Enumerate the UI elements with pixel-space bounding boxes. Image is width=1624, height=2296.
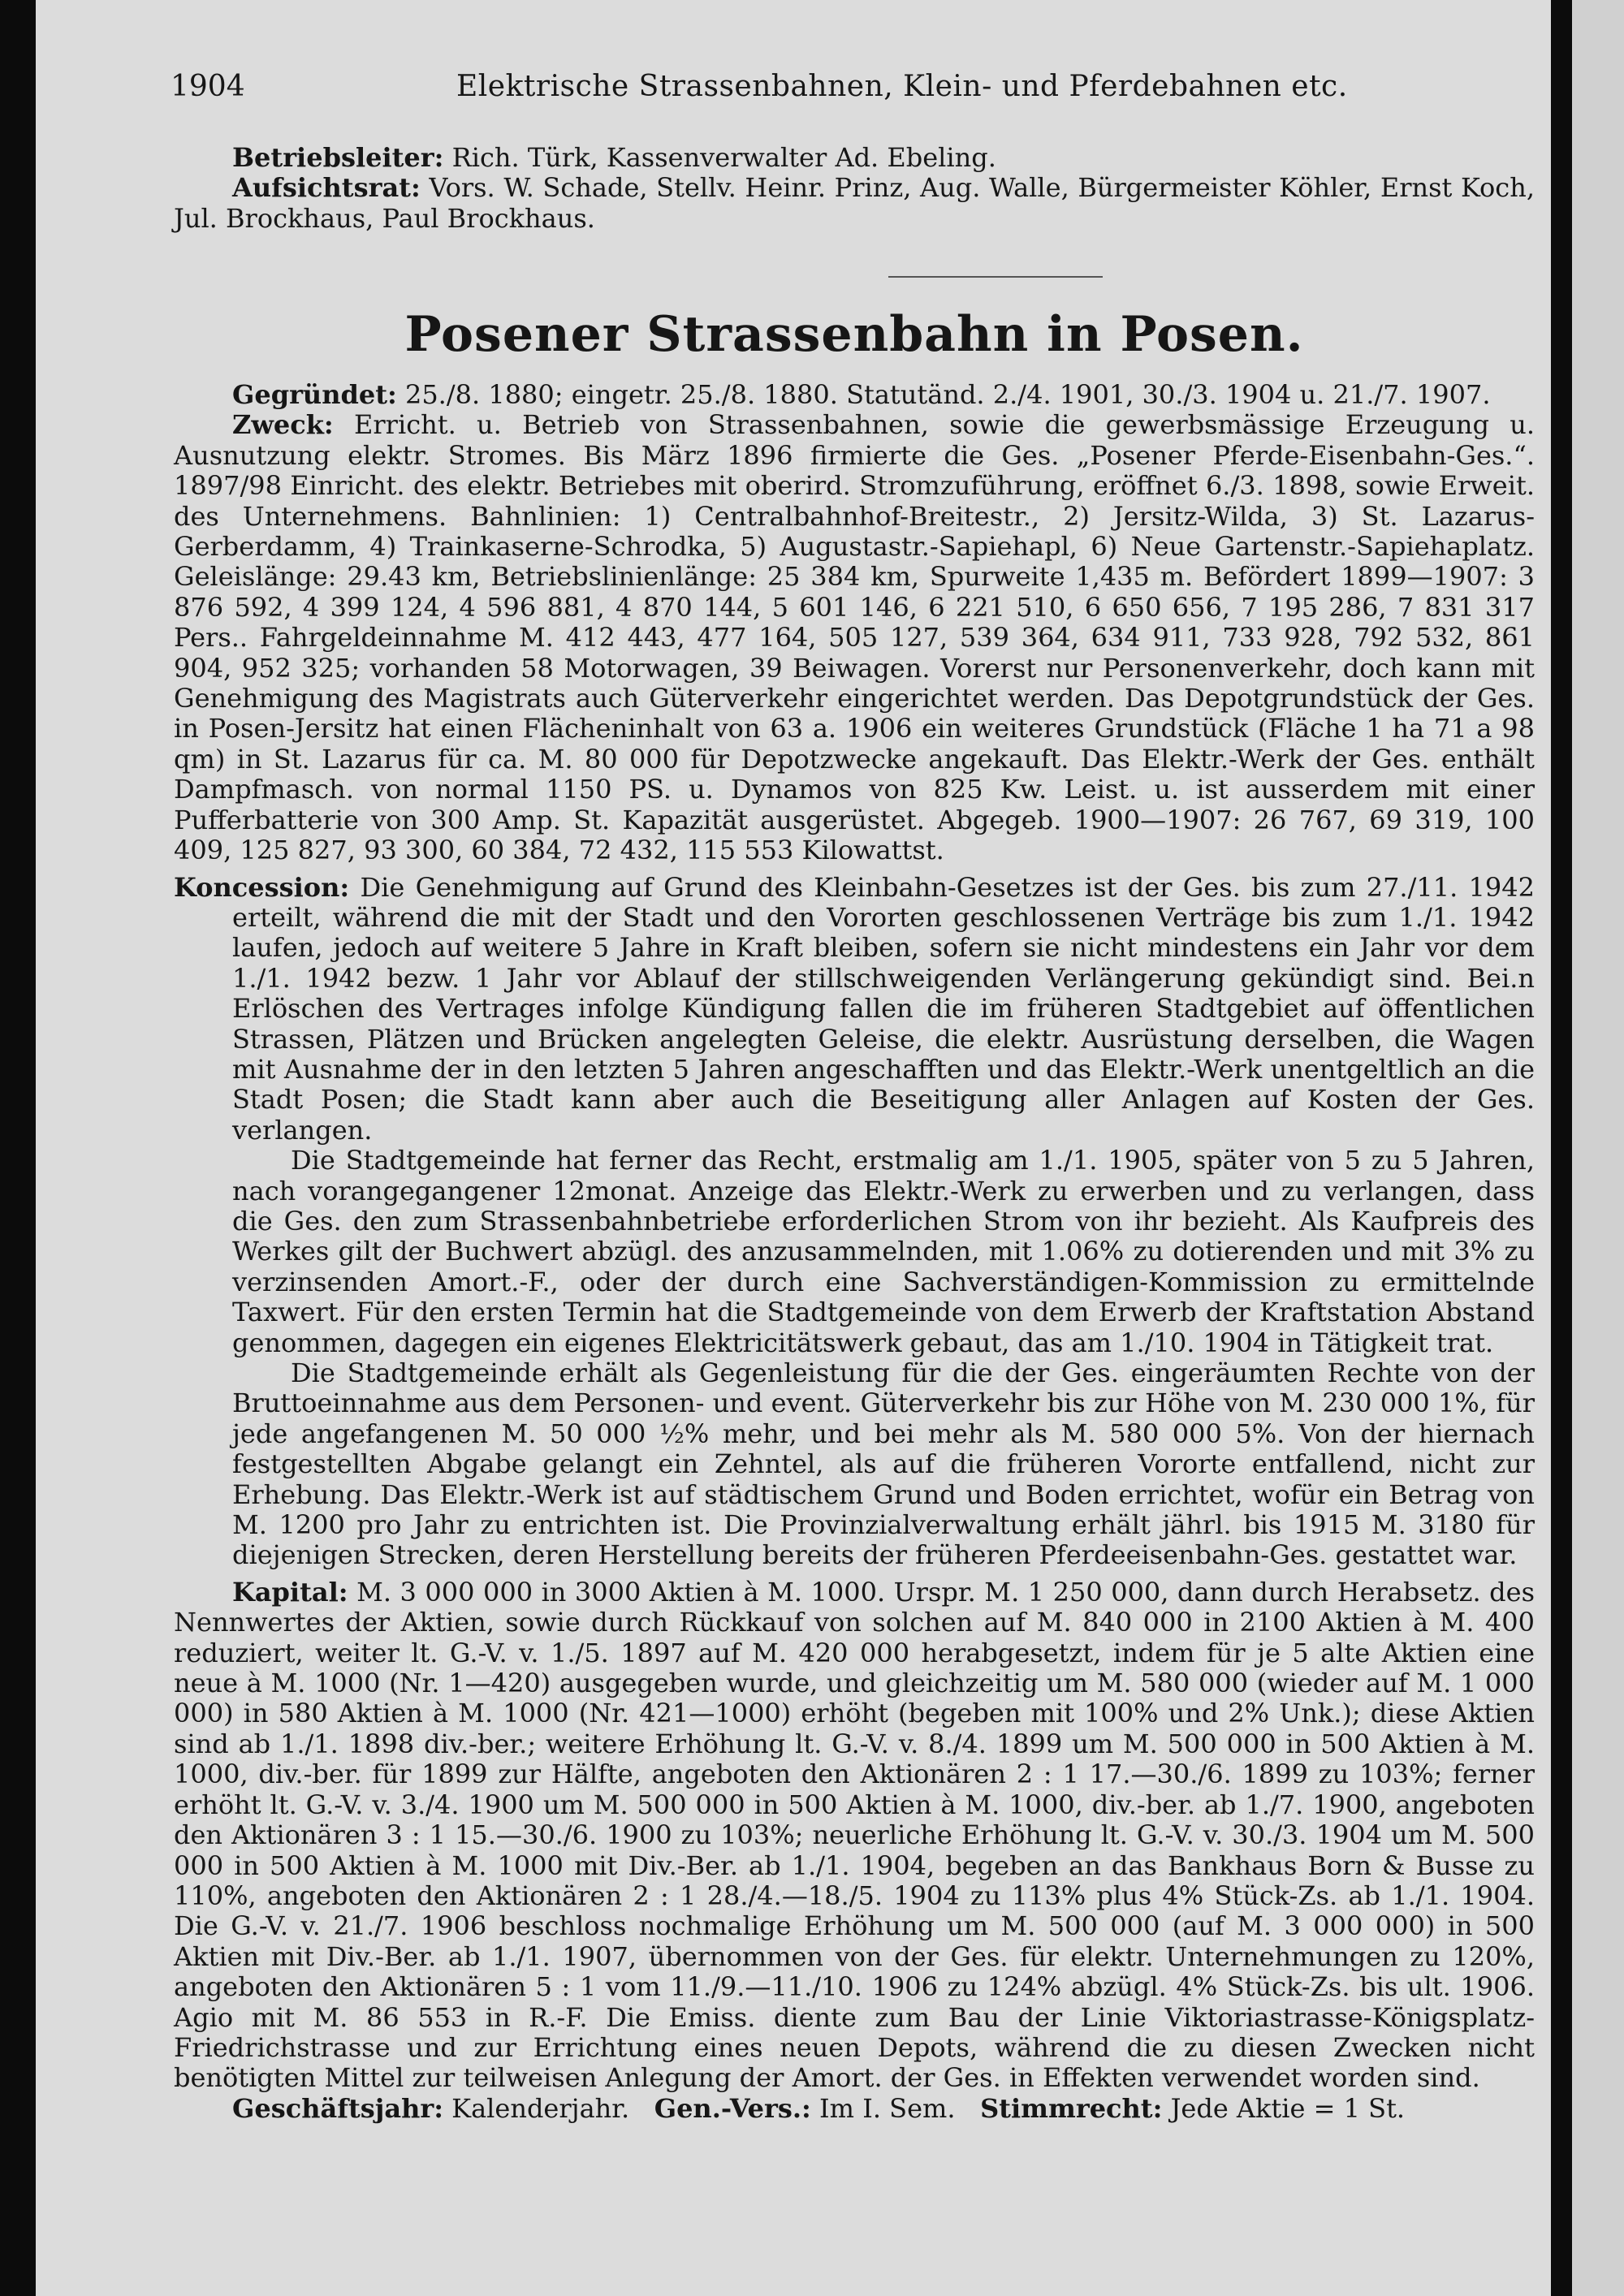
- gegruendet-paragraph: [174, 380, 1535, 410]
- zweck-paragraph: [174, 410, 1535, 865]
- aufsichtsrat-text: Vors. W. Schade, Stellv. Heinr. Prinz, Aug. Walle, Bürgermeister Köhler, Ernst Koch, Jul. Brockhaus, Paul Brockhaus.: [174, 172, 1535, 234]
- page-number: 1904: [171, 70, 245, 103]
- kapital-label: Kapital:: [232, 1576, 348, 1608]
- zweck-text: Erricht. u. Betrieb von Strassenbahnen, sowie die gewerbsmässige Erzeugung u. Ausnutzung elektr. Stromes. Bis März 1896 firmierte die Ges. „Posener Pferde-Eisenbahn-Ges.“. 1897/98 Einricht. des elektr. Betriebes mit oberird. Stromzuführung, eröffnet 6./3. 1898, sowie Erweit. des Unternehmens. Bahnlinien: 1) Centralbahnhof-Breitestr., 2) Jersitz-Wilda, 3) St. Lazarus-Gerberdamm, 4) Trainkaserne-Schrodka, 5) Augustastr.-Sapiehapl, 6) Neue Gartenstr.-Sapiehaplatz. Geleislänge: 29.43 km, Betriebslinienlänge: 25 384 km, Spurweite 1,435 m. Befördert 1899—1907: 3 876 592, 4 399 124, 4 596 881, 4 870 144, 5 601 146, 6 221 510, 6 650 656, 7 195 286, 7 831 317 Pers.. Fahrgeldeinnahme M. 412 443, 477 164, 505 127, 539 364, 634 911, 733 928, 792 532, 861 904, 952 325; vorhanden 58 Motorwagen, 39 Beiwagen. Vorerst nur Personenverkehr, doch kann mit Genehmigung des Magistrats auch Güterverkehr eingerichtet werden. Das Depotgrundstück der Ges. in Posen-Jersitz hat einen Flächeninhalt von 63 a. 1906 ein weiteres Grundstück (Fläche 1 ha 71 a 98 qm) in St. Lazarus für ca. M. 80 000 für Depotzwecke angekauft. Das Elektr.-Werk der Ges. enthält Dampfmasch. von normal 1150 PS. u. Dynamos von 825 Kw. Leist. u. ist ausserdem mit einer Pufferbatterie von 300 Amp. St. Kapazität ausgerüstet. Abgegeb. 1900—1907: 26 767, 69 319, 100 409, 125 827, 93 300, 60 384, 72 432, 115 553 Kilowattst.: [174, 409, 1535, 866]
- adjacent-page-edge: [1572, 0, 1624, 2296]
- company-title: Posener Strassenbahn in Posen.: [404, 306, 1304, 363]
- geschaeftsjahr-text: Kalenderjahr.: [451, 2092, 630, 2124]
- book-page: [36, 0, 1551, 2296]
- company-entry: [174, 380, 1535, 2124]
- betriebsleiter-label: Betriebsleiter:: [232, 142, 444, 173]
- koncession-text: Die Genehmigung auf Grund des Kleinbahn-Gesetzes ist der Ges. bis zum 27./11. 1942 erteilt, während die mit der Stadt und den Vororten geschlossenen Verträge bis zum 1./1. 1942 laufen, jedoch auf weitere 5 Jahre in Kraft bleiben, sofern sie nicht mindestens ein Jahr vor dem 1./1. 1942 bezw. 1 Jahr vor Ablauf der stillschweigenden Verlängerung gekündigt sind. Bei.n Erlöschen des Vertrages infolge Kündigung fallen die im früheren Stadtgebiet auf öffentlichen Strassen, Plätzen und Brücken angelegten Geleise, die elektr. Ausrüstung derselben, die Wagen mit Ausnahme der in den letzten 5 Jahren angeschafften und das Elektr.-Werk unentgeltlich an die Stadt Posen; die Stadt kann aber auch die Beseitigung aller Anlagen auf Kosten der Ges. verlangen.: [232, 871, 1535, 1146]
- gegruendet-text: 25./8. 1880; eingetr. 25./8. 1880. Statutänd. 2./4. 1901, 30./3. 1904 u. 21./7. 1907.: [404, 379, 1491, 410]
- gegruendet-label: Gegründet:: [232, 379, 397, 410]
- geschaeftsjahr-line: [174, 2094, 1535, 2124]
- section-divider: [888, 276, 1103, 278]
- zweck-label: Zweck:: [232, 409, 334, 441]
- genvers-label: Gen.-Vers.:: [654, 2092, 811, 2124]
- geschaeftsjahr-label: Geschäftsjahr:: [232, 2092, 443, 2124]
- running-title: Elektrische Strassenbahnen, Klein- und Pferdebahnen etc.: [456, 70, 1348, 103]
- koncession-paragraph: [174, 873, 1535, 1146]
- kapital-text: M. 3 000 000 in 3000 Aktien à M. 1000. Urspr. M. 1 250 000, dann durch Herabsetz. des Nennwertes der Aktien, sowie durch Rückkauf von solchen auf M. 840 000 in 2100 Aktien à M. 400 reduziert, weiter lt. G.-V. v. 1./5. 1897 auf M. 420 000 herabgesetzt, indem für je 5 alte Aktien eine neue à M. 1000 (Nr. 1—420) ausgegeben wurde, und gleichzeitig um M. 580 000 (wieder auf M. 1 000 000) in 580 Aktien à M. 1000 (Nr. 421—1000) erhöht (begeben mit 100% und 2% Unk.); diese Aktien sind ab 1./1. 1898 div.-ber.; weitere Erhöhung lt. G.-V. v. 8./4. 1899 um M. 500 000 in 500 Aktien à M. 1000, div.-ber. für 1899 zur Hälfte, angeboten den Aktionären 2 : 1 17.—30./6. 1899 zu 103%; ferner erhöht lt. G.-V. v. 3./4. 1900 um M. 500 000 in 500 Aktien à M. 1000, div.-ber. ab 1./7. 1900, angeboten den Aktionären 3 : 1 15.—30./6. 1900 zu 103%; neuerliche Erhöhung lt. G.-V. v. 30./3. 1904 um M. 500 000 in 500 Aktien à M. 1000 mit Div.-Ber. ab 1./1. 1904, begeben an das Bankhaus Born & Busse zu 110%, angeboten den Aktionären 2 : 1 28./4.—18./5. 1904 zu 113% plus 4% Stück-Zs. ab 1./1. 1904. Die G.-V. v. 21./7. 1906 beschloss nochmalige Erhöhung um M. 500 000 (auf M. 3 000 000) in 500 Aktien mit Div.-Ber. ab 1./1. 1907, übernommen von der Ges. für elektr. Unternehmungen zu 120%, angeboten den Aktionären 5 : 1 vom 11./9.—11./10. 1906 zu 124% abzügl. 4% Stück-Zs. bis ult. 1906. Agio mit M. 86 553 in R.-F. Die Emiss. diente zum Bau der Linie Viktoriastrasse-Königsplatz-Friedrichstrasse und zur Errichtung eines neuen Depots, während die zu diesen Zwecken nicht benötigten Mittel zur teilweisen Anlegung der Amort. der Ges. in Effekten verwendet worden sind.: [174, 1576, 1535, 2094]
- stimmrecht-text: Jede Aktie = 1 St.: [1170, 2092, 1406, 2124]
- stimmrecht-label: Stimmrecht:: [980, 2092, 1163, 2124]
- aufsichtsrat-label: Aufsichtsrat:: [232, 172, 421, 204]
- koncession-paragraph-3: Die Stadtgemeinde erhält als Gegenleistung für die der Ges. eingeräumten Rechte von der Bruttoeinnahme aus dem Personen- und event. Güterverkehr bis zur Höhe von M. 230 000 1%, für jede angefangenen M. 50 000 ½% mehr, und bei mehr als M. 580 000 5%. Von der hiernach festgestellten Abgabe gelangt ein Zehntel, als auf die früheren Vororte entfallend, nicht zur Erhebung. Das Elektr.-Werk ist auf städtischem Grund und Boden errichtet, wofür ein Betrag von M. 1200 pro Jahr zu entrichten ist. Die Provinzialverwaltung erhält jährl. bis 1915 M. 3180 für diejenigen Strecken, deren Herstellung bereits der früheren Pferdeeisenbahn-Ges. gestattet war.: [232, 1357, 1535, 1571]
- koncession-label: Koncession:: [174, 871, 350, 903]
- aufsichtsrat-line: [174, 173, 1535, 234]
- genvers-text: Im I. Sem.: [819, 2092, 956, 2124]
- betriebsleiter-text: Rich. Türk, Kassenverwalter Ad. Ebeling.: [451, 142, 996, 173]
- previous-entry-tail: [174, 143, 1535, 234]
- kapital-paragraph: [174, 1577, 1535, 2094]
- betriebsleiter-line: [174, 143, 1535, 173]
- koncession-paragraph-2: Die Stadtgemeinde hat ferner das Recht, erstmalig am 1./1. 1905, später von 5 zu 5 Jahren, nach vorangegangener 12monat. Anzeige das Elektr.-Werk zu erwerben und zu verlangen, dass die Ges. den zum Strassenbahnbetriebe erforderlichen Strom von ihr bezieht. Als Kaufpreis des Werkes gilt der Buchwert abzügl. des anzusammelnden, mit 1.06% zu dotierenden und mit 3% zu verzinsenden Amort.-F., oder der durch eine Sachverständigen-Kommission zu ermittelnde Taxwert. Für den ersten Termin hat die Stadtgemeinde von dem Erwerb der Kraftstation Abstand genommen, dagegen ein eigenes Elektricitätswerk gebaut, das am 1./10. 1904 in Tätigkeit trat.: [232, 1145, 1535, 1358]
